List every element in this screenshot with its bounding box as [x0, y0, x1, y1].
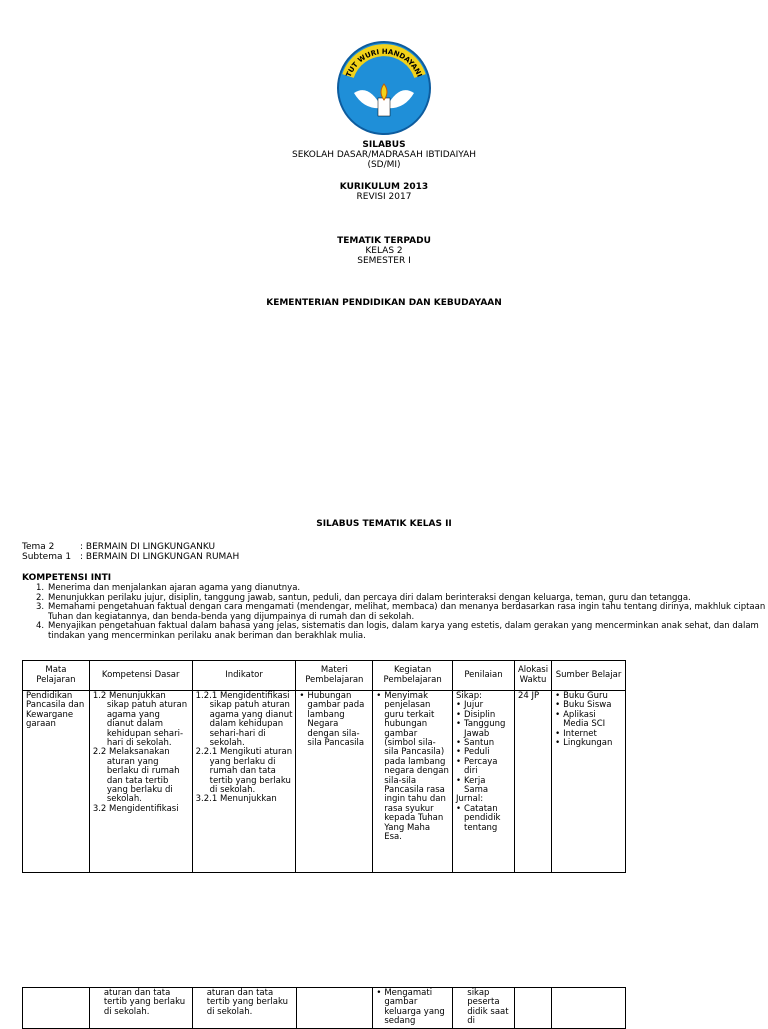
header-sumber: Sumber Belajar [552, 661, 626, 691]
penilaian-sikap-item: • Disiplin [456, 711, 511, 720]
penilaian-sikap-item: • Santun [456, 739, 511, 748]
tema-label: Tema 2 [22, 542, 55, 552]
kd-item: 2.2 Melaksanakan aturan yang berlaku di rumah dan tata tertib yang berlaku di sekolah. [92, 747, 180, 805]
logo-lettering: TUT WURI HANDAYANI [344, 47, 424, 79]
cell-mapel [23, 988, 90, 1029]
ki-text: Menerima dan menjalankan ajaran agama yang dianutnya. [48, 583, 301, 593]
ki-number: 3. [36, 602, 45, 613]
subtema-line [22, 552, 239, 562]
cell-kegiatan [373, 988, 453, 1029]
cell-indikator: aturan dan tata tertib yang berlaku di sekolah. [192, 988, 296, 1029]
header-mapel: Mata Pelajaran [23, 661, 90, 691]
penilaian-sikap-label: Sikap: [456, 691, 483, 701]
header-kd: Kompetensi Dasar [89, 661, 192, 691]
cover-theme-type: TEMATIK TERPADU [337, 236, 431, 246]
kompetensi-inti-list [22, 584, 766, 642]
sumber-item: • Aplikasi Media SCI [555, 711, 622, 730]
penilaian-sikap-item: • Peduli [456, 748, 511, 757]
header-kegiatan: Kegiatan Pembelajaran [373, 661, 453, 691]
cover-school: SEKOLAH DASAR/MADRASAH IBTIDAIYAH [292, 150, 476, 160]
syllabus-table-continued [22, 987, 626, 1029]
ki-text: Menyajikan pengetahuan faktual dalam bahasa yang jelas, sistematis dan logis, dalam karya yang estetis, dalam gerakan yang mencerminkan anak sehat, dan dalam tindakan yang mencerminkan perilaku anak beriman dan berakhlak mulia. [48, 621, 759, 641]
tema-value: : BERMAIN DI LINGKUNGANKU [80, 542, 216, 552]
cover-ministry: KEMENTERIAN PENDIDIKAN DAN KEBUDAYAAN [266, 298, 502, 308]
cover-title: SILABUS [362, 140, 406, 150]
kegiatan-item: • Menyimak penjelasan guru terkait hubungan gambar (simbol sila-sila Pancasila) pada lambang negara dengan sila-sila Pancasila rasa ingin tahu dan rasa syukur kepada Tuhan Yang Maha Esa. [376, 692, 449, 843]
kd-item: 1.2 Menunjukkan sikap patuh aturan agama yang dianut dalam kehidupan sehari-hari di sekolah. [92, 691, 188, 749]
header-indikator: Indikator [192, 661, 296, 691]
header-alokasi: Alokasi Waktu [514, 661, 551, 691]
penilaian-sikap-item: • Jujur [456, 701, 511, 710]
kompetensi-inti-title: KOMPETENSI INTI [22, 573, 112, 583]
ki-item [36, 603, 766, 622]
cell-mapel: Pendidikan Pancasila dan Kewargane garaan [23, 691, 90, 873]
cell-penilaian [453, 691, 515, 873]
header-materi: Materi Pembelajaran [296, 661, 373, 691]
ki-number: 1. [36, 583, 45, 593]
penilaian-jurnal-label: Jurnal: [456, 794, 484, 805]
cell-kd [89, 691, 192, 873]
kegiatan-item: • Mengamati gambar keluarga yang sedang [376, 989, 449, 1027]
cover-revision: REVISI 2017 [356, 192, 412, 202]
syllabus-table [22, 660, 626, 873]
ki-text: Menunjukkan perilaku jujur, disiplin, tanggung jawab, santun, peduli, dan percaya diri dalam berinteraksi dengan keluarga, teman, guru dan tetangga. [48, 592, 691, 603]
indikator-item: 2.2.1 Mengikuti aturan yang berlaku di rumah dan tata tertib yang berlaku di sekolah. [195, 747, 293, 796]
subtema-label: Subtema 1 [22, 552, 72, 562]
cell-materi [296, 988, 373, 1029]
penilaian-sikap-item: • Percaya diri [456, 758, 511, 777]
indikator-item: 3.2.1 Menunjukkan [195, 794, 277, 805]
sumber-item: • Buku Guru [555, 692, 622, 701]
materi-item: • Hubungan gambar pada lambang Negara dengan sila-sila Pancasila [299, 692, 369, 748]
cell-materi [296, 691, 373, 873]
cell-kegiatan [373, 691, 453, 873]
subtema-value: : BERMAIN DI LINGKUNGAN RUMAH [80, 552, 240, 562]
cell-alokasi [515, 988, 552, 1029]
tut-wuri-handayani-logo [334, 38, 434, 138]
table-row [23, 691, 626, 873]
penilaian-jurnal-item: • Catatan pendidik tentang [456, 805, 511, 833]
cell-sumber [552, 691, 626, 873]
ki-number: 4. [36, 621, 45, 632]
cell-penilaian: sikap peserta didik saat di [453, 988, 515, 1029]
table-row [23, 988, 626, 1029]
sumber-item: • Lingkungan [555, 739, 622, 748]
cover-semester: SEMESTER I [357, 256, 411, 266]
kd-item: 3.2 Mengidentifikasi [92, 803, 179, 814]
syllabus-heading: SILABUS TEMATIK KELAS II [316, 519, 452, 529]
cover-school-abbr: (SD/MI) [367, 160, 401, 170]
header-penilaian: Penilaian [453, 661, 515, 691]
table-header-row [23, 661, 626, 691]
cover-curriculum: KURIKULUM 2013 [339, 182, 429, 192]
tema-line [22, 542, 215, 552]
cover-class: KELAS 2 [365, 246, 403, 256]
sumber-item: • Internet [555, 730, 622, 739]
penilaian-sikap-item: • Kerja Sama [456, 777, 511, 796]
ki-item [36, 622, 766, 641]
ki-text: Memahami pengetahuan faktual dengan cara mengamati (mendengar, melihat, membaca) dan menanya berdasarkan rasa ingin tahu tentang dirinya, makhluk ciptaan Tuhan dan kegiatannya, dan benda-benda yang dijumpainya di rumah dan di sekolah. [48, 602, 766, 622]
penilaian-sikap-item: • Tanggung Jawab [456, 720, 511, 739]
cell-kd: aturan dan tata tertib yang berlaku di sekolah. [89, 988, 192, 1029]
cell-alokasi: 24 JP [514, 691, 551, 873]
sumber-item: • Buku Siswa [555, 701, 622, 710]
indikator-item: 1.2.1 Mengidentifikasi sikap patuh aturan agama yang dianut dalam kehidupan sehari-hari di sekolah. [195, 691, 293, 749]
ki-number: 2. [36, 592, 45, 603]
cell-sumber [552, 988, 626, 1029]
cell-indikator [192, 691, 296, 873]
